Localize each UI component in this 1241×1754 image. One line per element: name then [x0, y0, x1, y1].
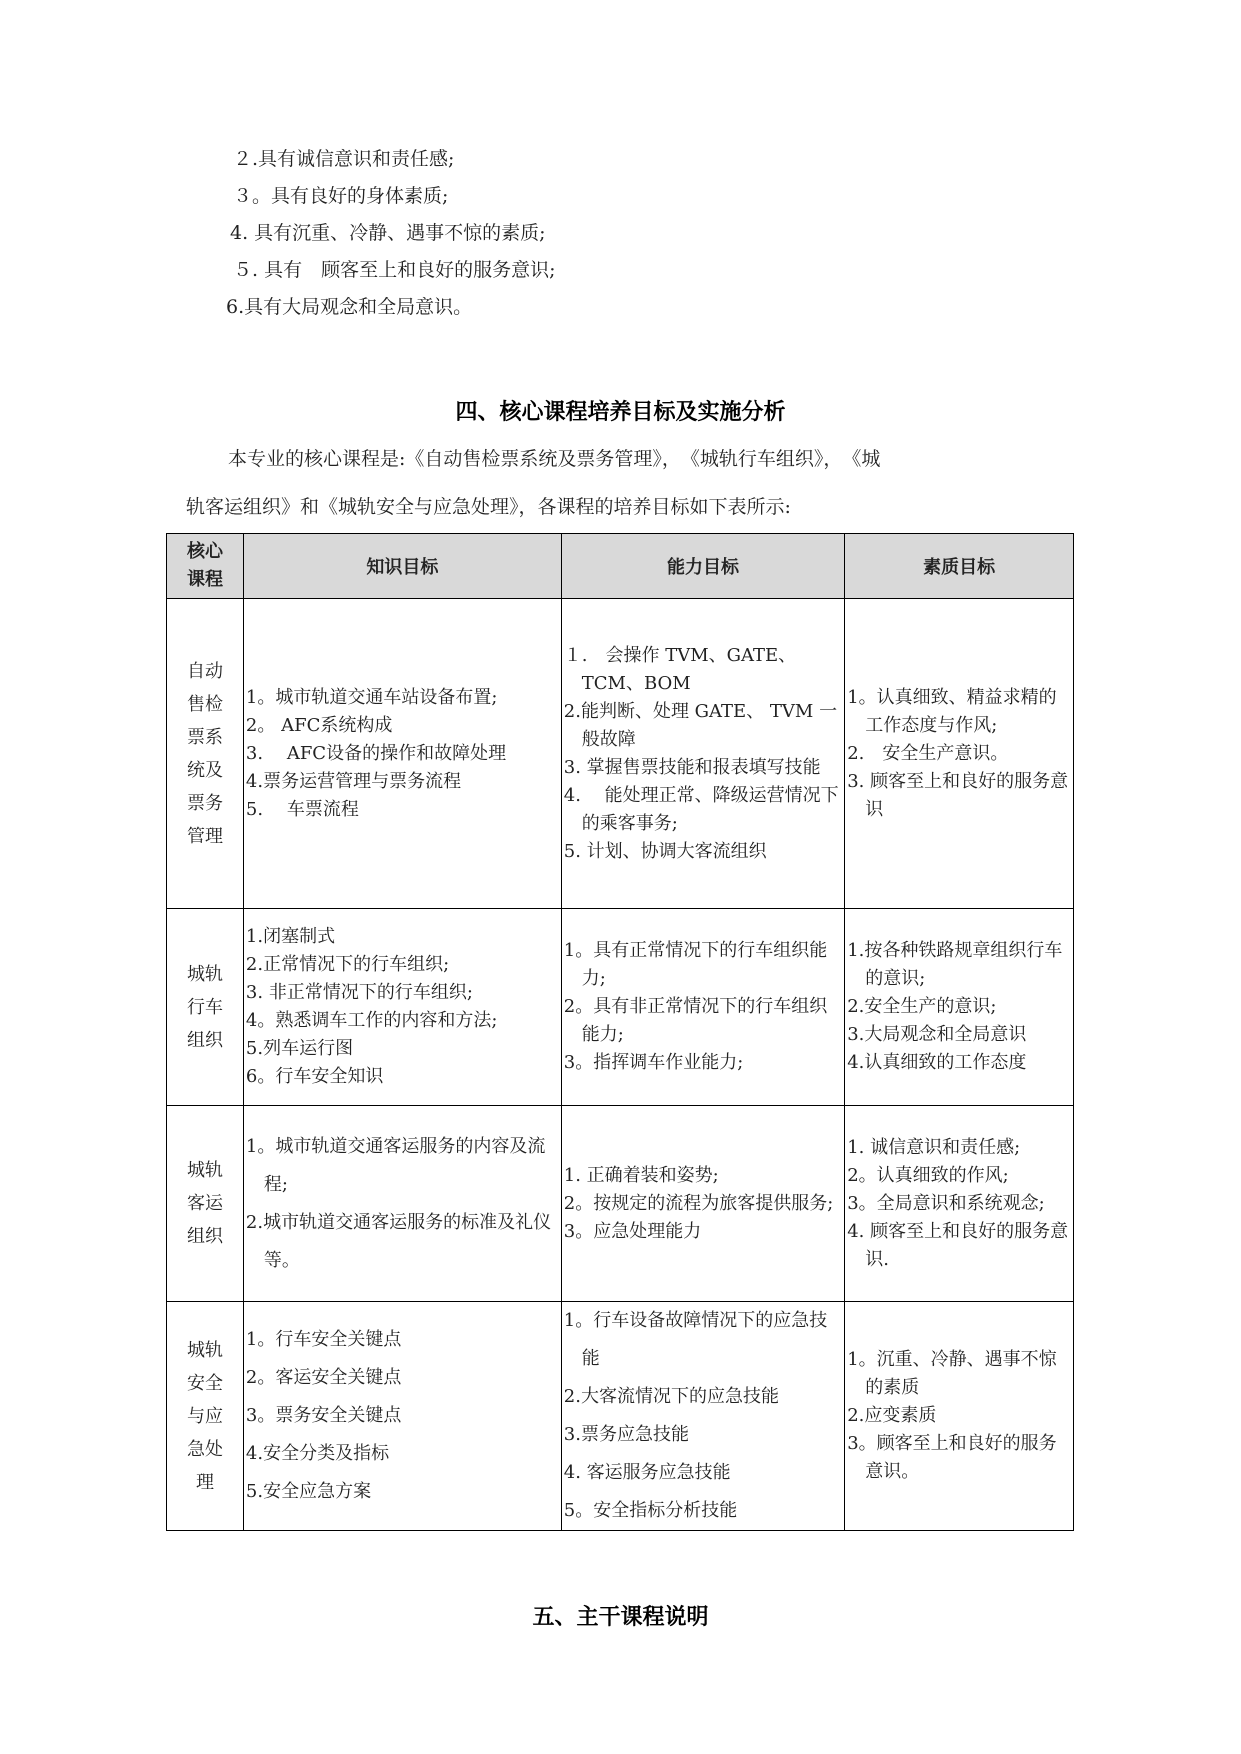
course-name-cell	[167, 599, 244, 909]
course-name-line: 与应	[186, 1405, 223, 1427]
table-row	[167, 909, 1074, 1106]
knowledge-goal-item: 4。熟悉调车工作的内容和方法;	[245, 1010, 498, 1031]
knowledge-goal-item: 1.闭塞制式	[245, 926, 336, 947]
course-name-line: 城轨	[186, 1160, 223, 1181]
header-core-course	[167, 534, 244, 599]
quality-goal-item: 3。全局意识和系统观念;	[847, 1192, 1045, 1214]
quality-goal-item: 4.认真细致的工作态度	[847, 1052, 1027, 1073]
course-name-line: 理	[195, 1471, 214, 1493]
course-name-line: 售检	[186, 693, 223, 715]
quality-goal-item: 2。认真细致的作风;	[847, 1164, 1009, 1186]
course-name-line: 城轨	[186, 1339, 223, 1361]
knowledge-goal-item: 2。 AFC系统构成	[245, 714, 393, 736]
table-header-row	[167, 534, 1074, 599]
quality-goal-item: 1。认真细致、精益求精的工作态度与作风;	[847, 686, 1057, 736]
quality-goal-item: 3. 顾客至上和良好的服务意识	[847, 770, 1069, 820]
intro-list-item: 4. 具有沉重、冷静、遇事不惊的素质;	[230, 222, 546, 244]
table-row	[167, 599, 1074, 909]
header-quality: 素质目标	[845, 534, 1074, 599]
section-4-paragraph-line-1: 本专业的核心课程是:《自动售检票系统及票务管理》， 《城轨行车组织》， 《城	[228, 448, 881, 470]
knowledge-goal-item: 6。行车安全知识	[245, 1066, 384, 1087]
knowledge-goal-item: 5.安全应急方案	[245, 1481, 372, 1502]
ability-goals-cell	[561, 909, 844, 1106]
course-name-line: 城轨	[186, 963, 223, 985]
intro-list-item: ３。具有良好的身体素质;	[233, 185, 449, 207]
knowledge-goal-item: 4.安全分类及指标	[245, 1443, 390, 1464]
ability-goal-item: 1. 正确着装和姿势;	[563, 1164, 719, 1186]
section-4-title: 四、核心课程培养目标及实施分析	[455, 400, 786, 425]
ability-goal-item: 2。按规定的流程为旅客提供服务;	[563, 1192, 834, 1214]
course-name-line: 组织	[186, 1226, 223, 1247]
ability-goal-item: 5。安全指标分析技能	[563, 1500, 738, 1521]
ability-goal-item: 2.能判断、处理 GATE、 TVM 一般故障	[563, 700, 838, 750]
header-core-course-line: 核心	[186, 541, 223, 562]
course-name-line: 行车	[186, 996, 223, 1018]
intro-list-item: ２.具有诚信意识和责任感;	[233, 148, 455, 170]
ability-goal-item: 1。具有正常情况下的行车组织能力;	[563, 940, 828, 989]
quality-goal-item: 2. 安全生产意识。	[847, 742, 1009, 764]
course-name-line: 组织	[186, 1029, 223, 1051]
course-name-line: 票系	[186, 726, 223, 748]
ability-goal-item: 5. 计划、协调大客流组织	[563, 840, 767, 862]
knowledge-goal-item: 2.城市轨道交通客运服务的标准及礼仪等。	[245, 1211, 552, 1271]
quality-goals-cell	[845, 1106, 1074, 1302]
intro-list-item: 6.具有大局观念和全局意识。	[226, 296, 473, 318]
ability-goals-cell	[561, 599, 844, 909]
knowledge-goal-item: 1。城市轨道交通客运服务的内容及流程;	[245, 1135, 546, 1195]
knowledge-goal-item: 2。客运安全关键点	[245, 1367, 402, 1388]
ability-goal-item: 1。行车设备故障情况下的应急技能	[563, 1310, 828, 1369]
knowledge-goal-item: 5.列车运行图	[245, 1038, 354, 1059]
course-name-cell	[167, 1106, 244, 1302]
quality-goals-cell	[845, 1302, 1074, 1531]
course-name-cell	[167, 1302, 244, 1531]
course-name-line: 自动	[186, 660, 223, 682]
knowledge-goals-cell	[243, 1302, 561, 1531]
knowledge-goal-item: 3. AFC设备的操作和故障处理	[245, 742, 507, 764]
ability-goal-item: 3. 掌握售票技能和报表填写技能	[563, 756, 821, 778]
core-course-table	[166, 533, 1074, 1531]
table-row	[167, 1106, 1074, 1302]
knowledge-goal-item: 5. 车票流程	[245, 798, 359, 820]
course-name-line: 安全	[186, 1372, 223, 1394]
ability-goal-item: 2。具有非正常情况下的行车组织能力;	[563, 996, 828, 1045]
knowledge-goal-item: 1。行车安全关键点	[245, 1329, 402, 1350]
knowledge-goal-item: 1。城市轨道交通车站设备布置;	[245, 686, 498, 708]
knowledge-goal-item: 4.票务运营管理与票务流程	[245, 770, 462, 792]
quality-goals-cell	[845, 909, 1074, 1106]
header-knowledge: 知识目标	[243, 534, 561, 599]
knowledge-goal-item: 3。票务安全关键点	[245, 1405, 402, 1426]
ability-goal-item: 3.票务应急技能	[563, 1424, 689, 1445]
header-ability: 能力目标	[561, 534, 844, 599]
intro-list-item: ５. 具有 顾客至上和良好的服务意识;	[233, 259, 556, 281]
section-4-paragraph-line-2: 轨客运组织》和《城轨安全与应急处理》，各课程的培养目标如下表所示:	[186, 496, 791, 518]
table-row	[167, 1302, 1074, 1531]
quality-goal-item: 3.大局观念和全局意识	[847, 1024, 1027, 1045]
knowledge-goal-item: 3. 非正常情况下的行车组织;	[245, 982, 473, 1003]
knowledge-goals-cell	[243, 1106, 561, 1302]
knowledge-goals-cell	[243, 599, 561, 909]
quality-goals-cell	[845, 599, 1074, 909]
quality-goal-item: 2.安全生产的意识;	[847, 996, 997, 1017]
quality-goal-item: 1.按各种铁路规章组织行车的意识;	[847, 940, 1063, 989]
quality-goal-item: 1。沉重、冷静、遇事不惊的素质	[847, 1349, 1057, 1398]
knowledge-goals-cell	[243, 909, 561, 1106]
section-5-title: 五、主干课程说明	[532, 1605, 709, 1630]
course-name-line: 客运	[186, 1193, 223, 1214]
ability-goal-item: 3。应急处理能力	[563, 1220, 702, 1242]
ability-goals-cell	[561, 1302, 844, 1531]
ability-goal-item: １. 会操作 TVM、GATE、TCM、BOM	[563, 644, 797, 694]
ability-goal-item: 4. 能处理正常、降级运营情况下的乘客事务;	[563, 784, 839, 834]
course-name-cell	[167, 909, 244, 1106]
course-name-line: 管理	[186, 825, 223, 847]
header-core-course-line: 课程	[186, 569, 223, 590]
ability-goal-item: 3。指挥调车作业能力;	[563, 1052, 744, 1073]
course-name-line: 急处	[186, 1438, 223, 1460]
ability-goals-cell	[561, 1106, 844, 1302]
course-name-line: 统及	[186, 759, 223, 781]
quality-goal-item: 4. 顾客至上和良好的服务意识.	[847, 1220, 1069, 1270]
quality-goal-item: 3。顾客至上和良好的服务意识。	[847, 1433, 1057, 1482]
quality-goal-item: 2.应变素质	[847, 1405, 937, 1426]
ability-goal-item: 4. 客运服务应急技能	[563, 1462, 731, 1483]
quality-goal-item: 1. 诚信意识和责任感;	[847, 1136, 1021, 1158]
knowledge-goal-item: 2.正常情况下的行车组织;	[245, 954, 450, 975]
ability-goal-item: 2.大客流情况下的应急技能	[563, 1386, 779, 1407]
course-name-line: 票务	[186, 792, 223, 814]
